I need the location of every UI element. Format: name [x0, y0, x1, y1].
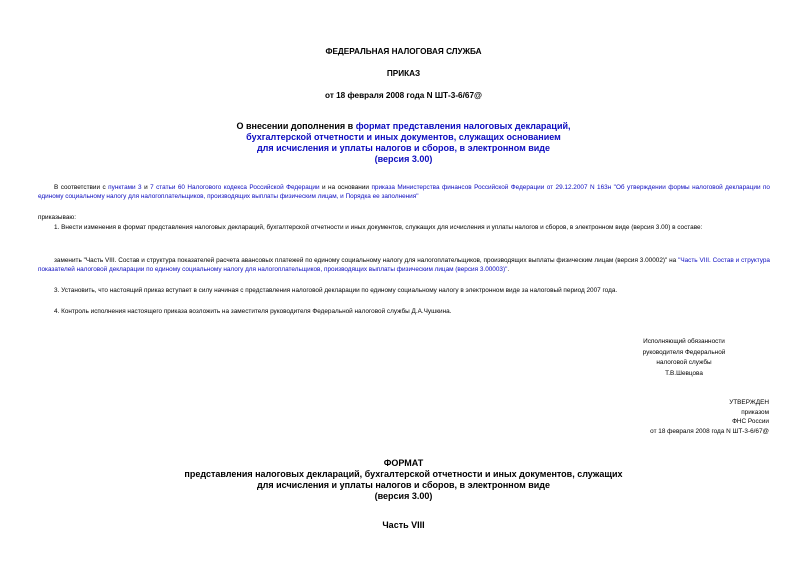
item-1-paragraph: 1. Внести изменения в формат представления налоговых деклараций, бухгалтерской отчетности и иных документов, служащих для исчисления и уплаты налогов и сборов, в электронном виде (версия 3.00) в составе:: [54, 224, 703, 231]
link-part-viii[interactable]: "Часть VIII. Состав и структура показателей налоговой декларации по единому социальному налогу для налогоплательщиков, производящих выплаты физическим лицам (версия 3.00003)": [38, 257, 770, 273]
title-line-2: бухгалтерской отчетности и иных документов, служащих основанием: [246, 132, 561, 142]
signature-block: [600, 337, 768, 379]
signature-name: Т.В.Шевцова: [665, 369, 703, 377]
replace-text-1: заменить "Часть VIII. Состав и структура показателей расчета авансовых платежей по единому социальному налогу для налогоплательщиков, производящих выплаты физическим лицам (версия 3.00002)" на: [54, 257, 679, 264]
preamble-text-3: и на основании: [319, 184, 372, 191]
order-word: приказываю:: [38, 214, 76, 221]
preamble-text-1: В соответствии с: [54, 184, 109, 191]
replace-text-2: .: [507, 266, 510, 273]
approval-block: [650, 398, 769, 436]
approved-line-4: от 18 февраля 2008 года N ШТ-3-6/67@: [650, 427, 769, 435]
signature-line-1: Исполняющий обязанности: [643, 338, 725, 345]
approved-line-3: ФНС России: [732, 418, 769, 426]
format-line-4: (версия 3.00): [374, 491, 433, 501]
signature-line-3: налоговой службы: [656, 359, 712, 366]
format-line-3: для исчисления и уплаты налогов и сборов, в электронном виде: [256, 480, 551, 490]
format-heading: [0, 458, 807, 502]
item-4-paragraph: 4. Контроль исполнения настоящего приказа возложить на заместителя руководителя Федеральной налоговой службы Д.А.Чушкина.: [54, 308, 452, 315]
format-line-2: представления налоговых деклараций, бухгалтерской отчетности и иных документов, служащих: [184, 469, 623, 479]
title-line-4: (версия 3.00): [374, 154, 433, 164]
agency-heading: ФЕДЕРАЛЬНАЯ НАЛОГОВАЯ СЛУЖБА: [325, 47, 482, 56]
preamble-text-2: и: [141, 184, 151, 191]
approved-line-1: УТВЕРЖДЕН: [729, 399, 769, 406]
title-format-link[interactable]: формат представления налоговых деклараций,: [355, 121, 571, 131]
link-minfin-order[interactable]: приказа Министерства финансов Российской Федерации от 29.12.2007 N 163н "Об утверждении формы налоговой декларации по единому социальному налогу для налогоплательщиков, производящих выплаты физическим лицам, и Порядка ее заполнения": [38, 184, 770, 200]
title-line-3: для исчисления и уплаты налогов и сборов, в электронном виде: [256, 143, 551, 153]
part-heading: Часть VIII: [382, 520, 425, 530]
doc-date-number: от 18 февраля 2008 года N ШТ-3-6/67@: [325, 91, 482, 100]
link-clauses-3[interactable]: пунктами 3: [108, 184, 142, 191]
signature-line-2: руководителя Федеральной: [642, 348, 726, 356]
link-article-60[interactable]: 7 статьи 60 Налогового кодекса Российской Федерации: [150, 184, 320, 191]
doc-type-heading: ПРИКАЗ: [386, 69, 421, 78]
item-3-paragraph: 3. Установить, что настоящий приказ вступает в силу начиная с представления налоговой декларации по единому социальному налогу в электронном виде за налоговый период 2007 года.: [54, 287, 618, 294]
title-prefix: О внесении дополнения в: [236, 121, 356, 131]
preamble-paragraph: [38, 183, 770, 201]
format-line-1: ФОРМАТ: [383, 458, 424, 468]
approved-line-2: приказом: [741, 408, 769, 416]
document-title: [0, 121, 807, 165]
replace-paragraph: [38, 256, 770, 274]
